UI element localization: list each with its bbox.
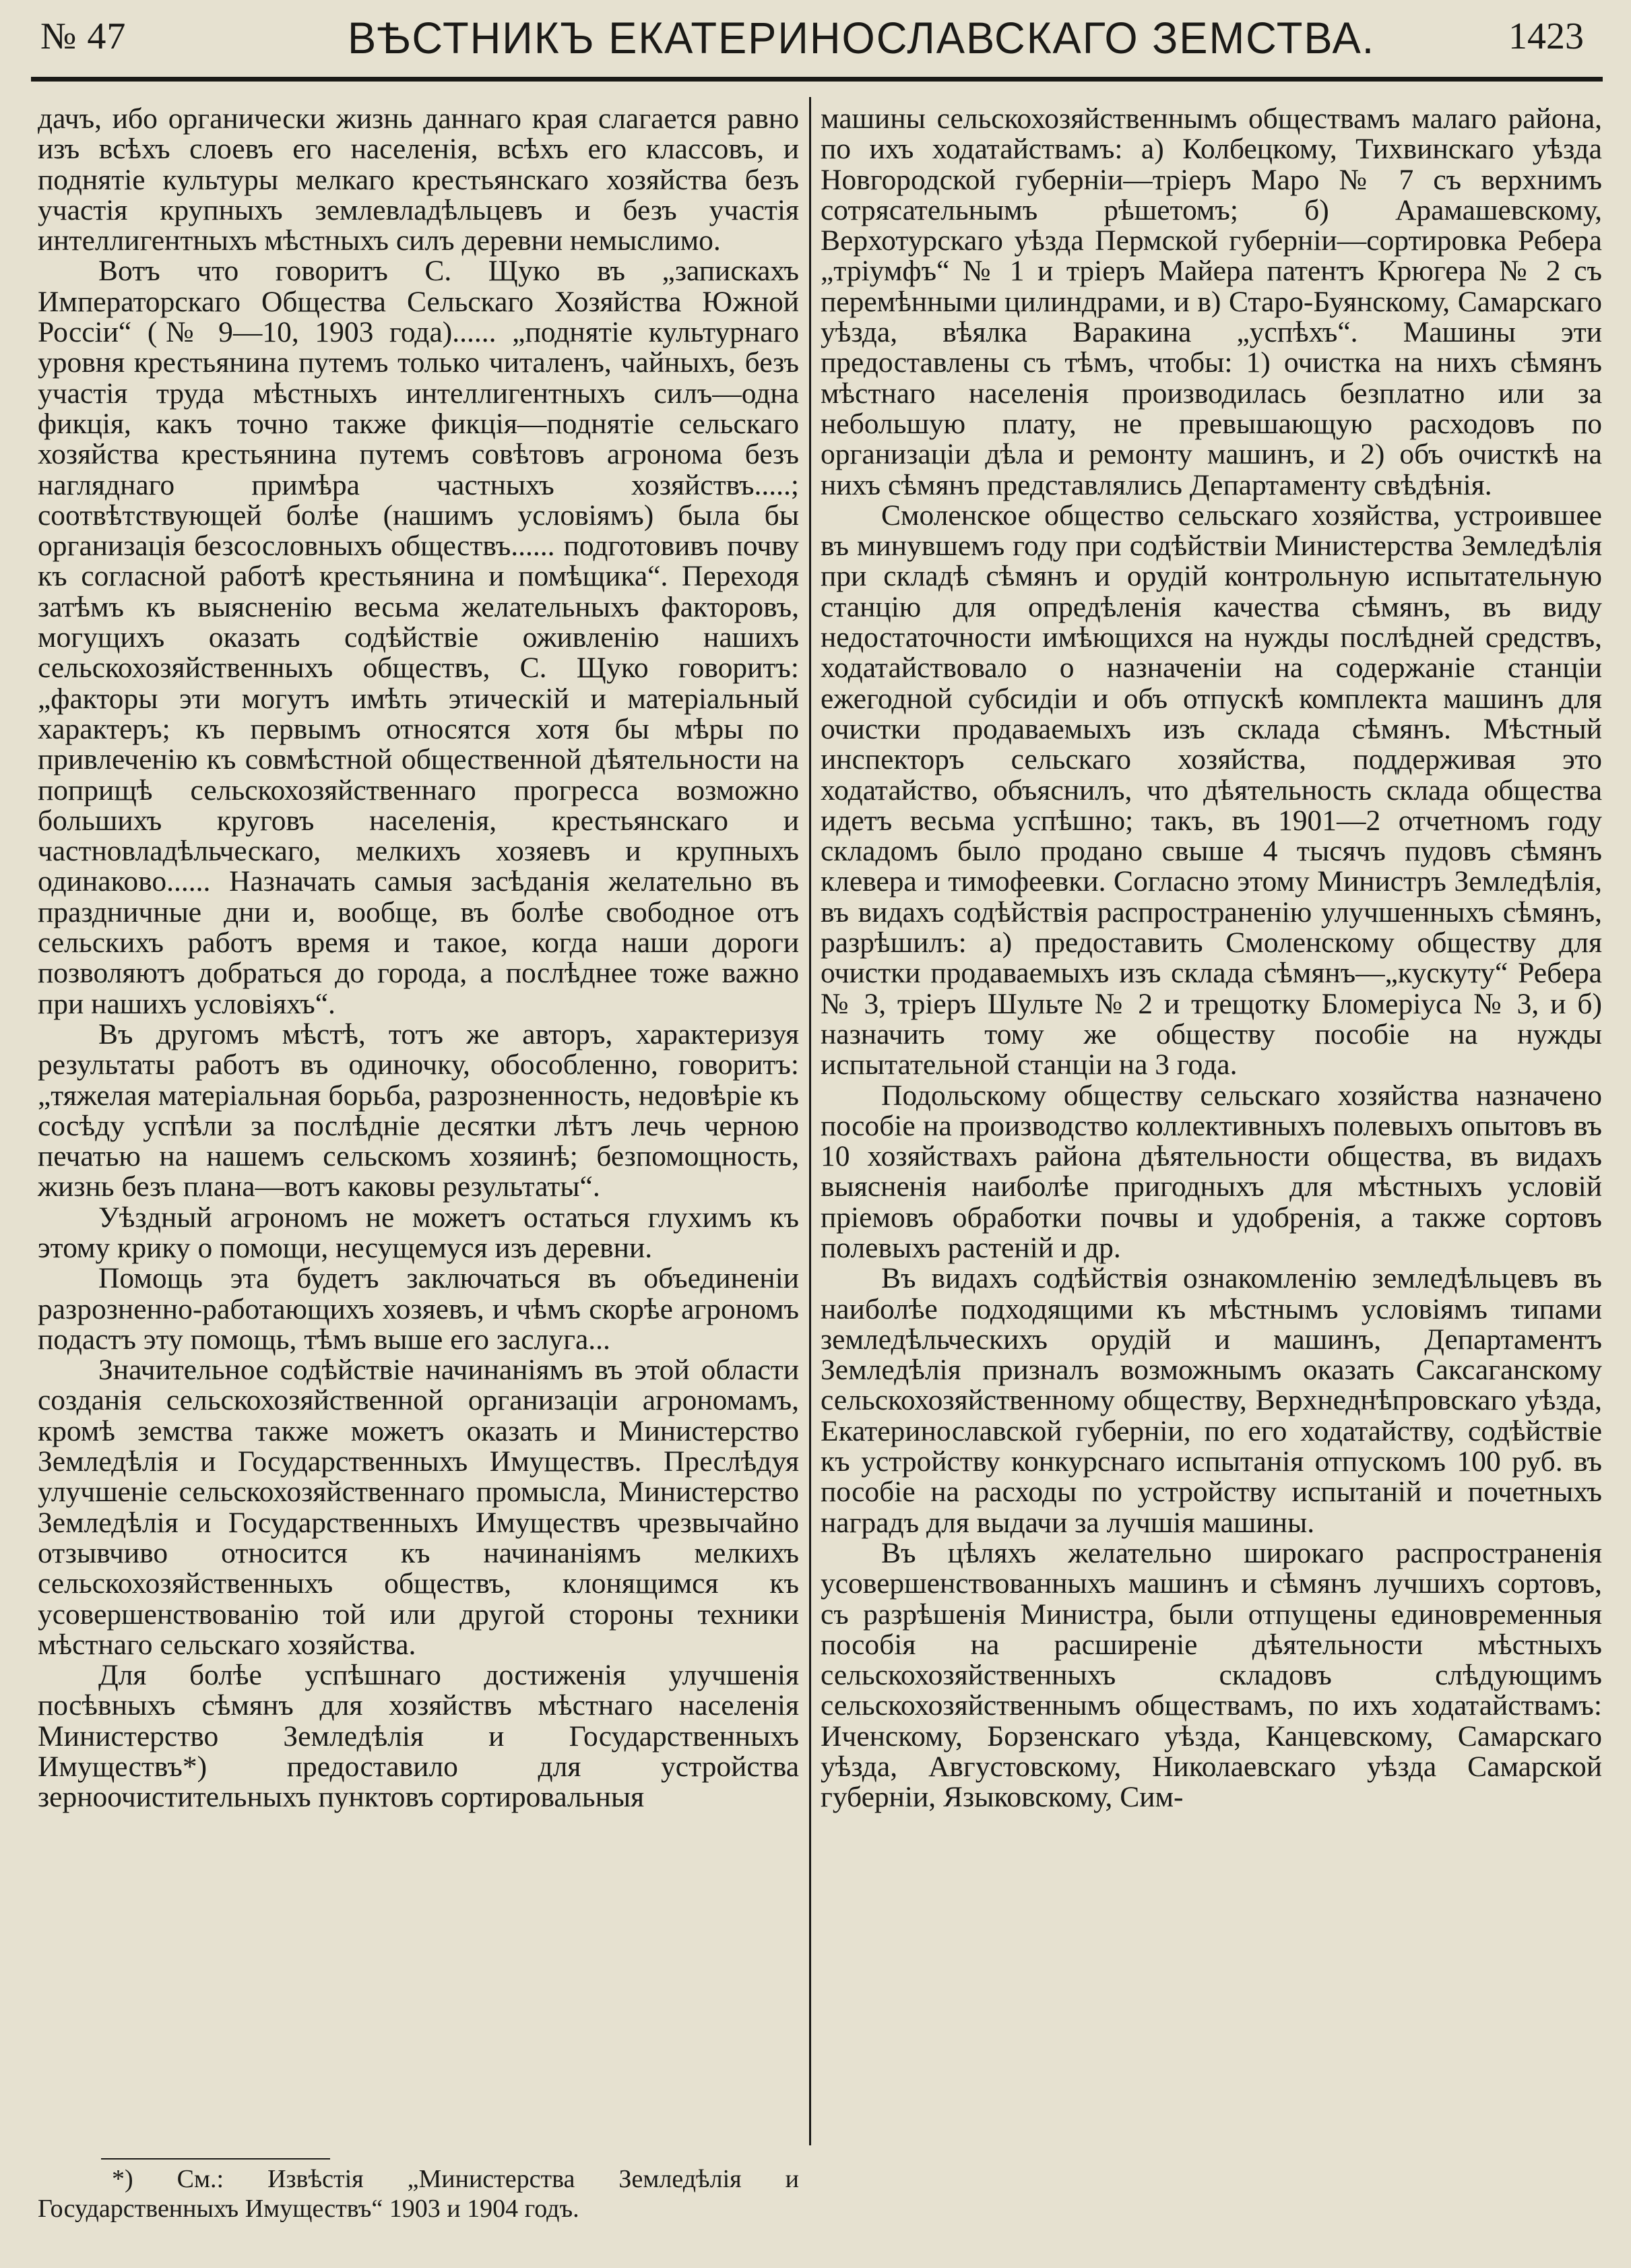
paragraph: Въ видахъ содѣйствія ознакомленію земледѣльцевъ въ наиболѣе подходящими къ мѣстнымъ условіямъ типами земледѣльческихъ орудій и машинъ, Департаментъ Земледѣлія призналъ возможнымъ оказать Саксаганскому сельскохозяйственному обществу, Верхнеднѣпровскаго уѣзда, Екатеринославской губерніи, по его ходатайству, содѣйствіе къ устройству конкурснаго испытанія отпускомъ 100 руб. въ пособіе на расходы по устройству испытаній и почетныхъ наградъ для выдачи за лучшія машины. [821, 1262, 1602, 1539]
paragraph: машины сельскохозяйственнымъ обществамъ малаго района, по ихъ ходатайствамъ: а) Колбецкому, Тихвинскаго уѣзда Новгородской губерніи—тріеръ Маро № 7 съ верхнимъ сотрясательнымъ рѣшетомъ; б) Арамашевскому, Верхотурскаго уѣзда Пермской губерніи—сортировка Ребера „тріумфъ“ № 1 и тріеръ Майера патентъ Крюгера № 2 съ перемѣнными цилиндрами, и в) Старо-Буянскому, Самарскаго уѣзда, вѣялка Варакина „успѣхъ“. Машины эти предоставлены съ тѣмъ, чтобы: 1) очистка на нихъ сѣмянъ мѣстнаго населенія производилась безплатно или за небольшую плату, не превышающую расходовъ по организаціи дѣла и ремонту машинъ, и 2) объ очисткѣ на нихъ сѣмянъ представлялись Департаменту свѣдѣнія. [821, 102, 1602, 501]
footnote-rule [101, 2158, 330, 2160]
paragraph: Вотъ что говоритъ С. Щуко въ „запискахъ Императорскаго Общества Сельскаго Хозяйства Южной Россіи“ (№ 9—10, 1903 года)...... „поднятіе культурнаго уровня крестьянина путемъ только читаленъ, чайныхъ, безъ участія труда мѣстныхъ интеллигентныхъ силъ—одна фикція, какъ точно также фикція—поднятіе сельскаго хозяйства крестьянина путемъ совѣтовъ агронома безъ нагляднаго примѣра частныхъ хозяйствъ.....; соотвѣтствующей болѣе (нашимъ условіямъ) была бы организація безсословныхъ обществъ...... подготовивъ почву къ согласной работѣ крестьянина и помѣщика“. Переходя затѣмъ къ выясненію весьма желательныхъ факторовъ, могущихъ оказать содѣйствіе оживленію нашихъ сельскохозяйственныхъ обществъ, С. Щуко говоритъ: „факторы эти могутъ имѣть этическій и матеріальный характеръ; къ первымъ относятся хотя бы мѣры по привлеченію къ совмѣстной общественной дѣятельности на поприщѣ сельскохозяйственнаго прогресса возможно большихъ круговъ населенія, крестьянскаго и частновладѣльческаго, мелкихъ хозяевъ и крупныхъ одинаково...... Назначать самыя засѣданія желательно въ праздничные дни и, вообще, въ болѣе свободное отъ сельскихъ работъ время и такое, когда наши дороги позволяютъ добраться до города, а послѣднее тоже важно при нашихъ условіяхъ“. [38, 255, 799, 1020]
paragraph: Значительное содѣйствіе начинаніямъ въ этой области созданія сельскохозяйственной организаціи агрономамъ, кромѣ земства также можетъ оказать и Министерство Земледѣлія и Государственныхъ Имуществъ. Преслѣдуя улучшеніе сельскохозяйственнаго промысла, Министерство Земледѣлія и Государственныхъ Имуществъ чрезвычайно отзывчиво относится къ начинаніямъ мелкихъ сельскохозяйственныхъ обществъ, клонящимся къ усовершенствованію той или другой стороны техники мѣстнаго сельскаго хозяйства. [38, 1354, 799, 1661]
left-column [38, 104, 799, 1813]
page-header [31, 8, 1604, 75]
publication-title: ВѢСТНИКЪ ЕКАТЕРИНОСЛАВСКАГО ЗЕМСТВА. [348, 13, 1376, 63]
paragraph: Въ другомъ мѣстѣ, тотъ же авторъ, характеризуя результаты работъ въ одиночку, обособленно, говоритъ: „тяжелая матеріальная борьба, разрозненность, недовѣріе къ сосѣду успѣли за послѣдніе десятки лѣтъ лечь черною печатью на нашемъ сельскомъ хозяинѣ; безпомощность, жизнь безъ плана—вотъ каковы результаты“. [38, 1017, 799, 1203]
page-number: 1423 [1508, 15, 1584, 57]
paragraph: Въ цѣляхъ желательно широкаго распространенія усовершенствованныхъ машинъ и сѣмянъ лучшихъ сортовъ, съ разрѣшенія Министра, были отпущены единовременныя пособія на расширеніе дѣятельности мѣстныхъ сельскохозяйственныхъ складовъ слѣдующимъ сельскохозяйственнымъ обществамъ, по ихъ ходатайствамъ: Иченскому, Борзенскаго уѣзда, Канцевскому, Самарскаго уѣзда, Августовскому, Николаевскаго уѣзда Самарской губерніи, Языковскому, Сим- [821, 1536, 1602, 1814]
paragraph: Для болѣе успѣшнаго достиженія улучшенія посѣвныхъ сѣмянъ для хозяйствъ мѣстнаго населенія Министерство Земледѣлія и Государственныхъ Имуществъ*) предоставило для устройства зерноочистительныхъ пунктовъ сортировальныя [38, 1659, 799, 1814]
footnote [38, 2164, 799, 2224]
footnote-text: *) См.: Извѣстія „Министерства Земледѣлія и Государственныхъ Имуществъ“ 1903 и 1904 годъ. [38, 2165, 799, 2223]
paragraph: Уѣздный агрономъ не можетъ остаться глухимъ къ этому крику о помощи, несущемуся изъ деревни. [38, 1201, 799, 1264]
paragraph: Помощь эта будетъ заключаться въ объединеніи разрозненно-работающихъ хозяевъ, и чѣмъ скорѣе агрономъ подастъ эту помощь, тѣмъ выше его заслуга... [38, 1262, 799, 1356]
paragraph: дачъ, ибо органически жизнь даннаго края слагается равно изъ всѣхъ слоевъ его населенія, всѣхъ его классовъ, и поднятіе культуры мелкаго крестьянскаго хозяйства безъ участія крупныхъ землевладѣльцевъ и безъ участія интеллигентныхъ мѣстныхъ силъ деревни немыслимо. [38, 102, 799, 257]
header-rule [31, 77, 1603, 82]
paragraph: Смоленское общество сельскаго хозяйства, устроившее въ минувшемъ году при содѣйствіи Министерства Земледѣлія при складѣ сѣмянъ и орудій контрольную испытательную станцію для опредѣленія качества сѣмянъ, въ виду недостаточности имѣющихся на нужды послѣдней средствъ, ходатайствовало о назначеніи на содержаніе станціи ежегодной субсидіи и объ отпускѣ комплекта машинъ для очистки продаваемыхъ изъ склада сѣмянъ. Мѣстный инспекторъ сельскаго хозяйства, поддерживая это ходатайство, объяснилъ, что дѣятельность склада общества идетъ весьма успѣшно; такъ, въ 1901—2 отчетномъ году складомъ было продано свыше 4 тысячъ пудовъ сѣмянъ клевера и тимофеевки. Согласно этому Министръ Земледѣлія, въ видахъ содѣйствія распространенію улучшенныхъ сѣмянъ, разрѣшилъ: а) предоставить Смоленскому обществу для очистки продаваемыхъ изъ склада сѣмянъ—„кускуту“ Ребера № 3, тріеръ Шульте № 2 и трещотку Бломеріуса № 3, и б) назначить тому же обществу пособіе на нужды испытательной станціи на 3 года. [821, 499, 1602, 1081]
issue-number: № 47 [40, 15, 127, 57]
right-column [821, 104, 1602, 1813]
paragraph: Подольскому обществу сельскаго хозяйства назначено пособіе на производство коллективныхъ полевыхъ опытовъ въ 10 хозяйствахъ района дѣятельности общества, въ видахъ выясненія наиболѣе пригодныхъ для мѣстныхъ условій пріемовъ обработки почвы и удобренія, а также сортовъ полевыхъ растеній и др. [821, 1079, 1602, 1264]
column-divider [809, 97, 811, 2145]
